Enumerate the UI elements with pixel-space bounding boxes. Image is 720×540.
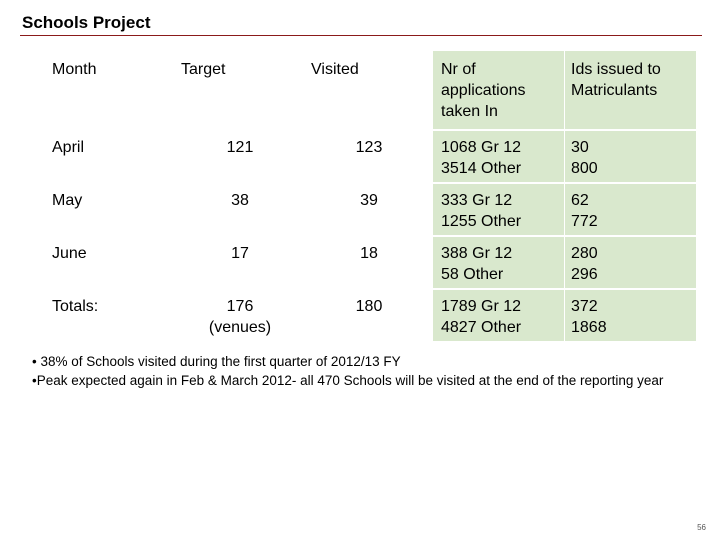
cell-ids-line2: 296: [571, 266, 598, 283]
cell-applications-other: 4827 Other: [441, 319, 522, 336]
page-number: 56: [697, 523, 706, 532]
cell-visited: 180: [305, 290, 433, 341]
table-row: [44, 131, 696, 184]
cell-applications: [433, 184, 564, 237]
notes-block: [32, 352, 672, 390]
cell-visited: 39: [305, 184, 433, 237]
cell-target-value: 38: [231, 192, 249, 209]
cell-month: April: [44, 131, 175, 184]
cell-ids-issued: [564, 237, 696, 290]
cell-ids-line2: 1868: [571, 319, 607, 336]
cell-month: May: [44, 184, 175, 237]
cell-applications-gr12: 333 Gr 12: [441, 192, 513, 209]
cell-target-venues: (venues): [208, 319, 272, 336]
cell-applications-other: 1255 Other: [441, 213, 522, 230]
table-row: [44, 184, 696, 237]
cell-applications: [433, 131, 564, 184]
cell-applications-gr12: 1068 Gr 12: [441, 139, 522, 156]
cell-target-value: 17: [231, 245, 249, 262]
cell-applications-other: 3514 Other: [441, 160, 522, 177]
cell-target: [175, 237, 305, 290]
header-month: Month: [44, 51, 175, 131]
cell-ids-issued: [564, 184, 696, 237]
cell-ids-line1: 372: [571, 298, 598, 315]
cell-applications-other: 58 Other: [441, 266, 504, 283]
note-item: •Peak expected again in Feb & March 2012- all 470 Schools will be visited at the end of the reporting year: [32, 373, 664, 388]
cell-applications: [433, 237, 564, 290]
cell-ids-line1: 62: [571, 192, 589, 209]
header-target: Target: [175, 51, 305, 131]
cell-target-value: 176: [226, 298, 254, 315]
cell-target: [175, 131, 305, 184]
header-applications: Nr of applications taken In: [433, 51, 564, 131]
cell-applications-gr12: 388 Gr 12: [441, 245, 513, 262]
header-visited: Visited: [305, 51, 433, 131]
cell-applications-gr12: 1789 Gr 12: [441, 298, 522, 315]
cell-month: June: [44, 237, 175, 290]
table-row: [44, 237, 696, 290]
cell-ids-line2: 772: [571, 213, 598, 230]
cell-month: Totals:: [44, 290, 175, 341]
title-divider: [20, 35, 702, 36]
cell-ids-line1: 30: [571, 139, 589, 156]
cell-ids-issued: [564, 290, 696, 341]
cell-applications: [433, 290, 564, 341]
cell-target-value: 121: [226, 139, 254, 156]
header-ids-issued: Ids issued to Matriculants: [564, 51, 696, 131]
cell-target: [175, 184, 305, 237]
note-item: • 38% of Schools visited during the first quarter of 2012/13 FY: [32, 354, 401, 369]
cell-visited: 18: [305, 237, 433, 290]
cell-target: [175, 290, 305, 341]
table-row-totals: [44, 290, 696, 341]
schools-table: [44, 51, 696, 341]
table-header-row: [44, 51, 696, 131]
cell-visited: 123: [305, 131, 433, 184]
cell-ids-line2: 800: [571, 160, 598, 177]
cell-ids-issued: [564, 131, 696, 184]
cell-ids-line1: 280: [571, 245, 598, 262]
slide-title: Schools Project: [22, 13, 151, 32]
